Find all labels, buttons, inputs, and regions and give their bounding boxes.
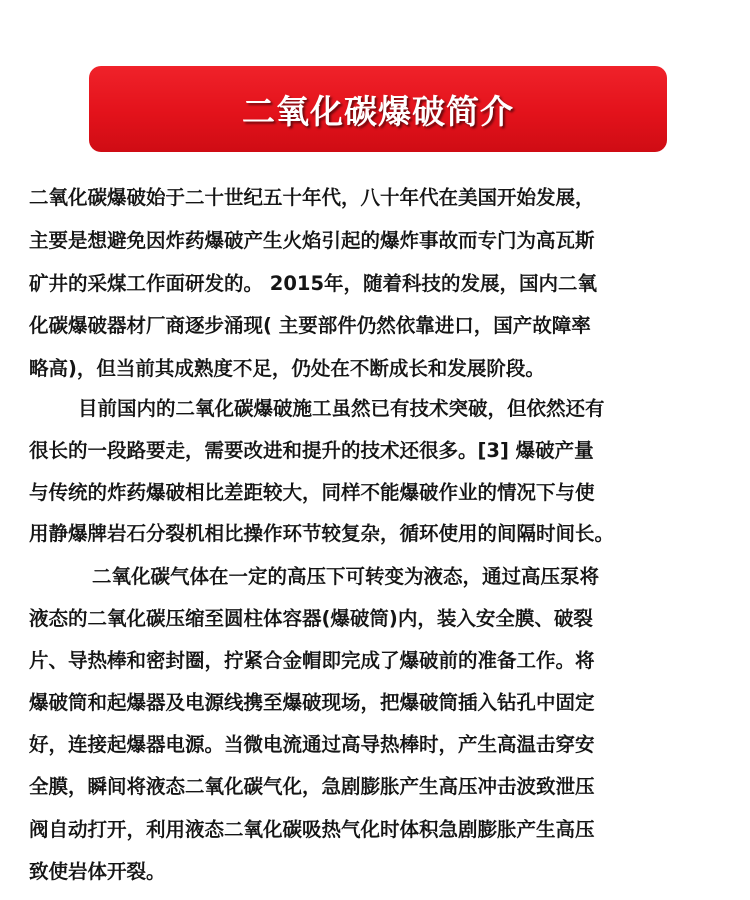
paragraph-3-line-3: 片、导热棒和密封圈，拧紧合金帽即完成了爆破前的准备工作。将 — [29, 649, 595, 672]
paragraph-3-line-1: 二氧化碳气体在一定的高压下可转变为液态，通过高压泵将 — [92, 565, 600, 588]
title-banner — [89, 66, 667, 152]
paragraph-2-line-4: 用静爆牌岩石分裂机相比操作环节较复杂，循环使用的间隔时间长。 — [29, 522, 615, 545]
paragraph-2-line-1: 目前国内的二氧化碳爆破施工虽然已有技术突破，但依然还有 — [78, 397, 605, 420]
paragraph-2-line-2: 很长的一段路要走，需要改进和提升的技术还很多。[3] 爆破产量 — [29, 439, 594, 462]
paragraph-3-line-7: 阀自动打开，利用液态二氧化碳吸热气化时体积急剧膨胀产生高压 — [29, 818, 595, 841]
paragraph-3-line-8: 致使岩体开裂。 — [29, 860, 166, 883]
paragraph-1-line-5: 略高)，但当前其成熟度不足，仍处在不断成长和发展阶段。 — [29, 357, 545, 380]
page-title: 二氧化碳爆破简介 — [242, 91, 514, 131]
paragraph-1-line-1: 二氧化碳爆破始于二十世纪五十年代，八十年代在美国开始发展， — [29, 186, 595, 209]
paragraph-1-line-4: 化碳爆破器材厂商逐步涌现( 主要部件仍然依靠进口，国产故障率 — [29, 314, 591, 337]
paragraph-1-line-2: 主要是想避免因炸药爆破产生火焰引起的爆炸事故而专门为高瓦斯 — [29, 229, 595, 252]
paragraph-1-line-3: 矿井的采煤工作面研发的。 2015年，随着科技的发展，国内二氧 — [29, 272, 598, 295]
paragraph-3-line-2: 液态的二氧化碳压缩至圆柱体容器(爆破筒)内，装入安全膜、破裂 — [29, 607, 593, 630]
paragraph-2-line-3: 与传统的炸药爆破相比差距较大，同样不能爆破作业的情况下与使 — [29, 481, 595, 504]
paragraph-3-line-6: 全膜，瞬间将液态二氧化碳气化，急剧膨胀产生高压冲击波致泄压 — [29, 775, 595, 798]
paragraph-3-line-4: 爆破筒和起爆器及电源线携至爆破现场，把爆破筒插入钻孔中固定 — [29, 691, 595, 714]
paragraph-3-line-5: 好，连接起爆器电源。当微电流通过高导热棒时，产生高温击穿安 — [29, 733, 595, 756]
